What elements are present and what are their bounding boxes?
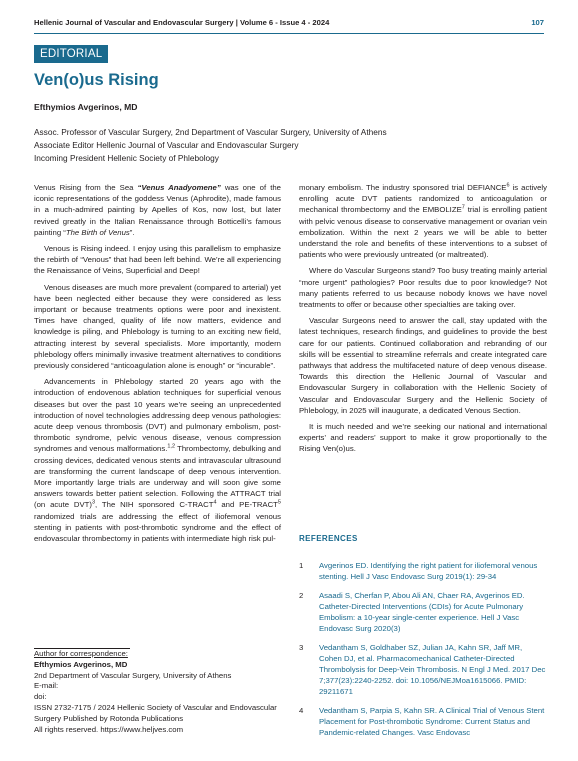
journal-title: Hellenic Journal of Vascular and Endovascular Surgery | Volume 6 - Issue 4 - 2024 — [34, 18, 330, 27]
running-head — [34, 18, 544, 27]
body-paragraph: Venous diseases are much more prevalent (compared to arterial) yet have been neglected either because they were considered as less important or because treatments options were poor and inexistent. Times have changed, quality of life now matters, evidence and knowledge is piling, and Phlebology is turning to an exciting new field, attracting interest by several specialists. More importantly, modern phlebology offers minimally invasive treatment alternatives to conditions previously considered “anticoagulation alone is enough” or “incurable”. — [34, 282, 281, 371]
citation-marker: 3 — [91, 499, 96, 506]
reference-text[interactable]: Asaadi S, Cherfan P, Abou Ali AN, Chaer RA, Avgerinos ED. Catheter-Directed Interventions (CDIs) for Acute Pulmonary Embolism: a 10-year single-center experience. Hell J Vasc Endovasc Surg 2020(3) — [319, 591, 525, 633]
reference-number: 4 — [299, 706, 304, 715]
text-run: trial is enrolling patient with pelvic venous disease to conservative management or ovarian vein embolization. Within the next 2 years we will be able to better understand the role and benefits of these interventions to a subset of patients who were previously untreated (or maltreated). — [299, 205, 548, 260]
reference-number: 3 — [299, 643, 304, 652]
text-run: monary embolism. The industry sponsored trial DEFIANCE — [299, 183, 507, 192]
correspondence-issn: ISSN 2732-7175 / 2024 Hellenic Society of Vascular and Endovascular Surgery Published by Rotonda Publications — [34, 702, 277, 723]
body-paragraph — [34, 376, 281, 544]
body-column-left — [34, 182, 281, 549]
text-run: Thrombectomy, debulking and crossing devices, dedicated venous stents and intravascular ultrasound are transforming the current landscape of deep venous intervention. More importantly large trials are underway and will soon give some answers towards better patient selection. Following the ATTRACT trial (on acute DVT) — [34, 444, 281, 510]
citation-marker: 5 — [277, 499, 281, 506]
text-run: Advancements in Phlebology started 20 years ago with the introduction of endovenous ablation techniques for superficial venous diseases but over the past 10 years we’re seeing an unprecedented introduction of novel technologies addressing deep venous pathologies: acute deep venous thrombosis (DVT) and pulmonary embolism, post-thrombotic syndrome, pelvic venous disease, venous compression syndromes and venous malformations. — [34, 377, 281, 454]
reference-item[interactable] — [299, 705, 547, 738]
correspondence-doi: doi: — [34, 692, 47, 702]
correspondence-rights[interactable]: All rights reserved. https://www.heljves.com — [34, 724, 184, 734]
header-divider — [34, 33, 544, 34]
article-title: Ven(o)us Rising — [34, 71, 159, 89]
body-column-right — [299, 182, 547, 460]
emphasis-text: The Birth of Venus — [65, 227, 130, 237]
text-run: and PE-TRACT — [216, 500, 278, 510]
reference-number: 2 — [299, 591, 304, 600]
emphasis-text: “Venus Anadyomene” — [137, 183, 221, 192]
correspondence-email: E-mail: — [34, 681, 59, 691]
reference-list — [299, 560, 547, 746]
citation-marker: 6 — [506, 182, 510, 189]
page-number: 107 — [531, 18, 544, 27]
citation-marker: 7 — [461, 204, 465, 211]
section-badge: EDITORIAL — [34, 45, 108, 63]
text-run: Venus Rising from the Sea — [34, 183, 138, 192]
author-name: Efthymios Avgerinos, MD — [34, 102, 138, 112]
affiliation-line: Incoming President Hellenic Society of Phlebology — [34, 153, 219, 163]
references-heading: REFERENCES — [299, 534, 358, 543]
reference-item[interactable] — [299, 642, 547, 697]
text-run: was one of the iconic representations of the goddess Venus (Aphrodite), made famous in a much-admired painting by Apelles of Kos, now lost, but later revived greatly in the Italian Renaissance through Botticelli’s famous painting “ — [34, 183, 281, 237]
correspondence-name: Efthymios Avgerinos, MD — [34, 659, 128, 669]
text-run: ”. — [129, 227, 135, 237]
body-paragraph — [34, 182, 281, 238]
affiliation-line: Associate Editor Hellenic Journal of Vascular and Endovascular Surgery — [34, 140, 299, 150]
reference-number: 1 — [299, 561, 304, 570]
correspondence-heading: Author for correspondence: — [34, 649, 128, 658]
body-paragraph: Where do Vascular Surgeons stand? Too busy treating mainly arterial “more urgent” pathologies? Poor results due to poor knowledge? Not many patients referred to us because nobody knows we have novel treatments to offer or because other specialties are taking over. — [299, 266, 547, 310]
reference-text[interactable]: Vedantham S, Goldhaber SZ, Julian JA, Kahn SR, Jaff MR, Cohen DJ, et al. Pharmacomechanical Catheter-Directed Thrombolysis for Deep-Vein Thrombosis. N Engl J Med. 2017 Dec 7;377(23):2240-2252. doi: 10.1056/NEJMoa1615066. PMID: 29211671 — [319, 643, 546, 696]
body-paragraph: It is much needed and we’re seeking our national and international experts’ and readers’ support to make it grow proportionally to the Rising Ven(o)us. — [299, 422, 547, 454]
body-paragraph: Venous is Rising indeed. I enjoy using this parallelism to emphasize the rebirth of “Venous” that had been left behind. We’re all experiencing the Renaissance of Veins, Superficial and Deep! — [34, 244, 281, 276]
reference-text[interactable]: Vedantham S, Parpia S, Kahn SR. A Clinical Trial of Venous Stent Placement for Post-thrombotic Syndrome: Current Status and Pandemic-related Changes. Vasc Endovasc — [319, 706, 545, 737]
reference-text[interactable]: Avgerinos ED. Identifying the right patient for iliofemoral venous stenting. Hell J Vasc Endovasc Surg 2019(1): 29-34 — [319, 561, 538, 581]
reference-item[interactable] — [299, 560, 547, 582]
body-paragraph: Vascular Surgeons need to answer the call, stay updated with the latest techniques, research findings, and guidelines to provide the best care for our patients. Continued collaboration and rebranding of our skills will be essential to streamline referrals and create integrated care pathways that address the multifaceted nature of deep venous disease. Towards this direction the Hellenic Journal of Vascular and Endovascular Surgery in collaboration with the Hellenic Society of Vascular and Endovascular Surgery and the Hellenic Society of Phlebology, in 2025 will inaugurate, a dedicated Venous Section. — [299, 316, 547, 415]
body-paragraph — [299, 182, 547, 260]
text-run: randomized trials are addressing the effect of iliofemoral venous stenting in patients with post-thrombotic syndrome and the effect of endovascular thrombectomy in patients with intermediate high risk pul- — [34, 511, 281, 544]
correspondence-line: 2nd Department of Vascular Surgery, University of Athens — [34, 670, 232, 680]
affiliation-line: Assoc. Professor of Vascular Surgery, 2nd Department of Vascular Surgery, University of Athens — [34, 127, 387, 137]
text-run: is actively enrolling acute DVT patients randomized to anticoagulation or mechanical thrombectomy and the EMBOLIZE — [299, 183, 547, 215]
text-run: , The NIH sponsored C-TRACT — [95, 500, 214, 510]
citation-marker: 4 — [213, 499, 217, 506]
correspondence-box — [34, 648, 284, 735]
reference-item[interactable] — [299, 590, 547, 634]
citation-marker: 1,2 — [167, 443, 176, 450]
affiliations — [34, 126, 387, 165]
